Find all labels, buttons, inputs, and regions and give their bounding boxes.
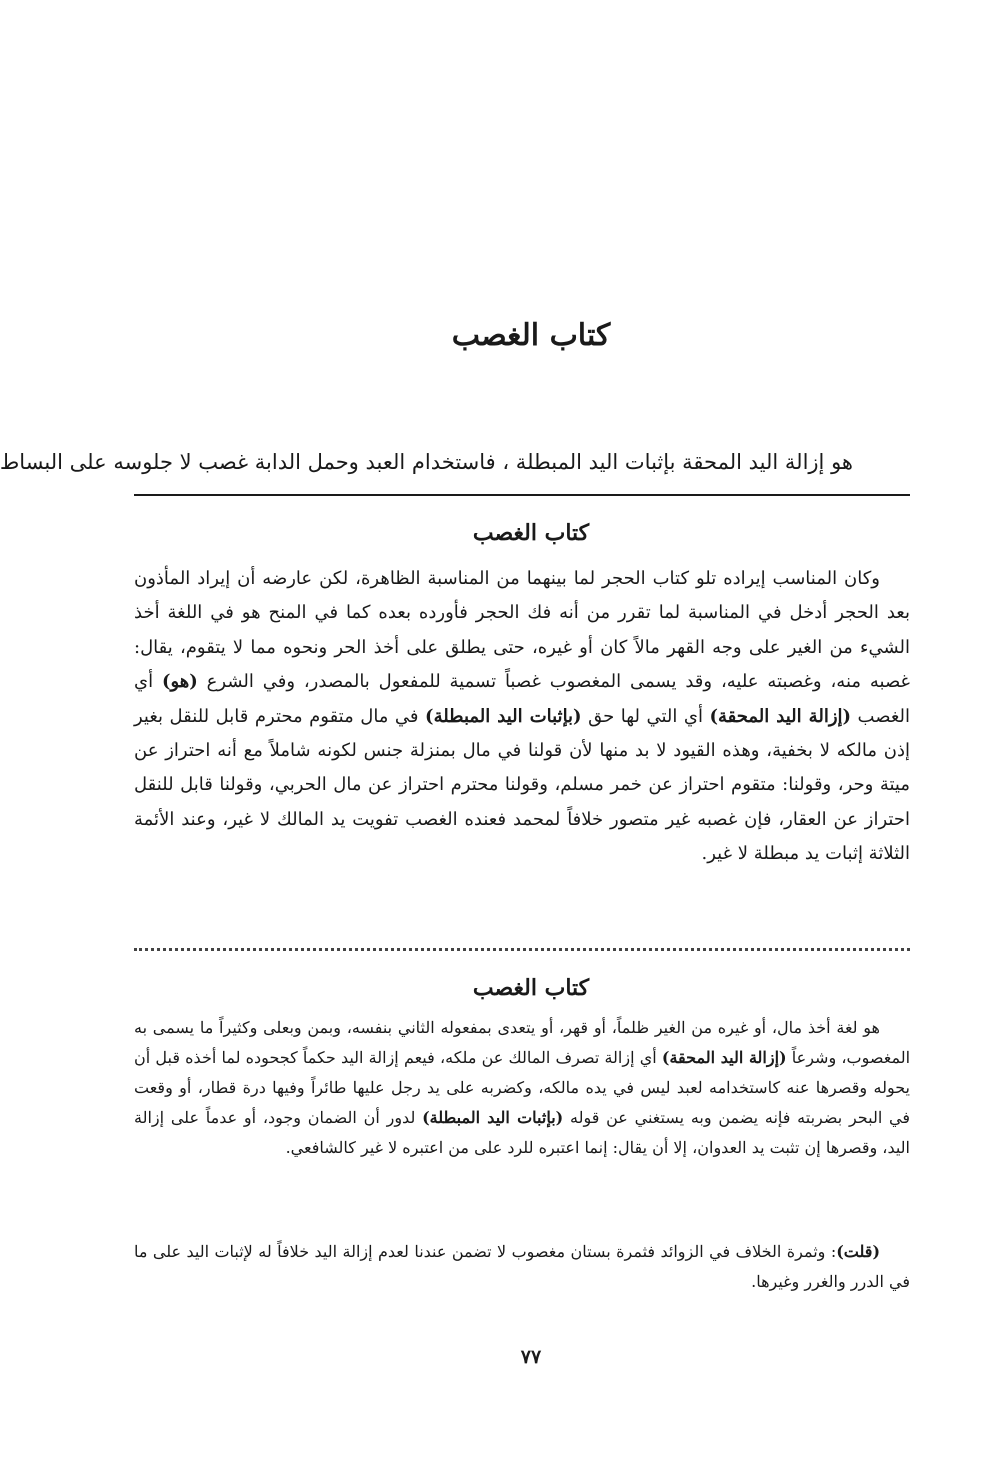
commentary-1-bold: (إزالة اليد المحقة) bbox=[709, 705, 852, 727]
commentary-1-text bbox=[134, 562, 910, 872]
commentary-1-segment: أي الغصب bbox=[134, 671, 910, 727]
commentary-1-segment: وكان المناسب إيراده تلو كتاب الحجر لما بينهما من المناسبة الظاهرة، لكن عارضه أن إيراد المأذون بعد الحجر أدخل في المناسبة لما تقرر من أنه فك الحجر فأورده بعده كما في المنح هو في اللغة أخذ الشيء من الغير على وجه القهر مالاً كان أو غيره، حتى يطلق على أخذ الحر ونحوه مما لا يتقوم، يقال: غصبه منه، وغصبته عليه، وقد يسمى المغصوب غصباً تسمية للمفعول بالمصدر، وفي الشرع bbox=[134, 568, 910, 693]
dotted-divider bbox=[134, 948, 910, 951]
commentary-2-bold: (إزالة اليد المحقة) bbox=[661, 1048, 787, 1067]
commentary-1-bold: (بإثبات اليد المبطلة) bbox=[425, 705, 582, 727]
commentary-3-bold: (قلت) bbox=[836, 1242, 881, 1261]
commentary-2-text bbox=[134, 1013, 910, 1163]
commentary-2-bold: (بإثبات اليد المبطلة) bbox=[422, 1108, 564, 1127]
commentary-1-segment: أي التي لها حق bbox=[588, 705, 703, 727]
commentary-2-segment: لدور أن الضمان وجود، أو عدماً على إزالة اليد، وقصرها إن تثبت يد العدوان، إلا أن يقال: إنما اعتبره للرد على من اعتبره لا غير كالشافعي. bbox=[134, 1108, 910, 1157]
commentary-1-segment: في مال متقوم محترم قابل للنقل بغير إذن مالكه لا بخفية، وهذه القيود لا بد منها لأن قولنا في مال بمنزلة جنس لكونه شاملاً مع أنه احتراز عن ميتة وحر، وقولنا: متقوم احتراز عن خمر مسلم، وقولنا محترم احتراز عن مال الحربي، وقولنا قابل للنقل احتراز عن العقار، فإن غصبه غير متصور خلافاً لمحمد فعنده الغصب تفويت يد المالك لا غير، وعند الأئمة الثلاثة إثبات يد مبطلة لا غير. bbox=[134, 705, 910, 865]
commentary-3-text bbox=[134, 1237, 910, 1297]
matn-text: هو إزالة اليد المحقة بإثبات اليد المبطلة ، فاستخدام العبد وحمل الدابة غصب لا جلوسه على البساط bbox=[0, 450, 853, 474]
chapter-title: كتاب الغصب bbox=[451, 318, 611, 353]
commentary-2-segment: أي إزالة تصرف المالك عن ملكه، فيعم إزالة اليد حكماً كجحوده لما أخذه قبل أن يحوله وقصرها عنه كاستخدامه لعبد ليس في يده مالكه، وكضربه على يد رجل عليها طائراً وفيها درة قطار، أو وقعت في البحر بضربته فإنه يضمن وبه يستغني عن قوله bbox=[134, 1048, 911, 1127]
commentary-1-bold: (هو) bbox=[161, 671, 198, 693]
commentary-3-segment: : وثمرة الخلاف في الزوائد فثمرة بستان مغصوب لا تضمن عندنا لعدم إزالة اليد خلافاً له لإثبات اليد على ما في الدرر والغرر وغيرها. bbox=[134, 1242, 910, 1291]
page-number: ٧٧ bbox=[520, 1346, 542, 1368]
commentary-2-segment: هو لغة أخذ مال، أو غيره من الغير ظلماً، أو قهر، أو يتعدى بمفعوله الثاني بنفسه، وبمن وبعلى وكثيراً ما يسمى به المغصوب، وشرعاً bbox=[134, 1018, 911, 1067]
matn-divider bbox=[134, 494, 910, 496]
commentary-1-title: كتاب الغصب bbox=[472, 520, 590, 546]
commentary-2-title: كتاب الغصب bbox=[472, 975, 590, 1001]
